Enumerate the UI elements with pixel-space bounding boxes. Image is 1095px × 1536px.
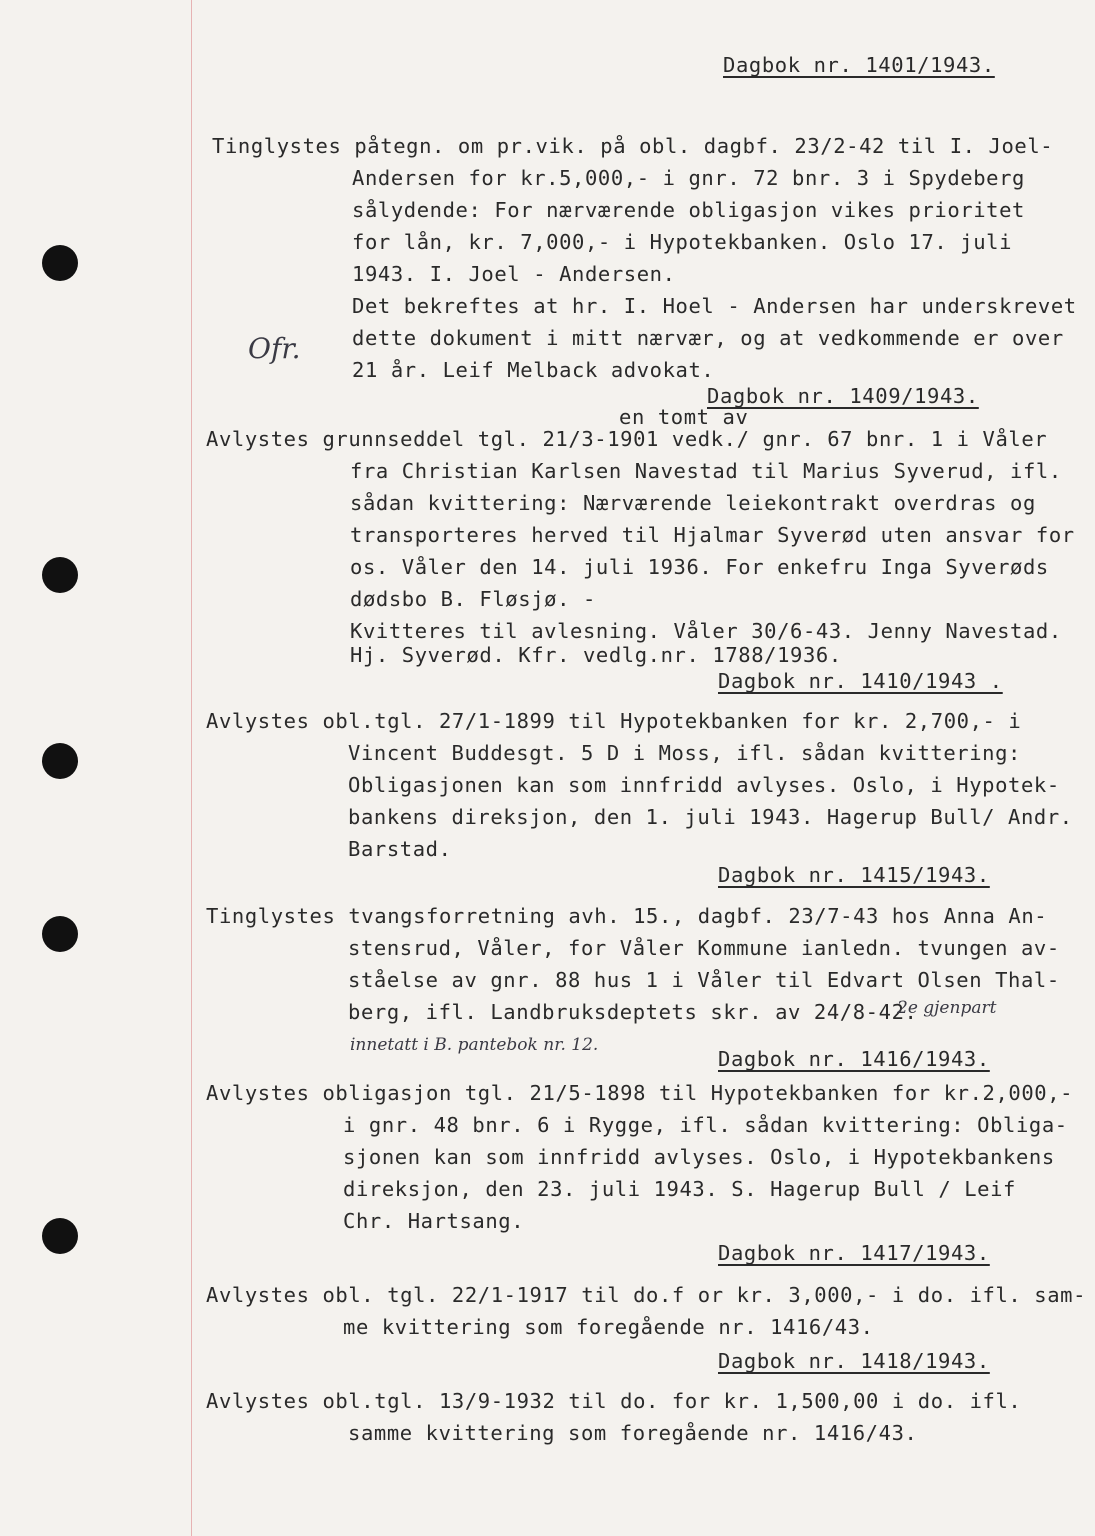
entry-line: Avlystes obl.tgl. 27/1-1899 til Hypotekbanken for kr. 2,700,- i <box>206 709 1022 733</box>
handwritten-note: 2e gjenpart <box>897 998 997 1018</box>
entry-line: sådan kvittering: Nærværende leiekontrakt overdras og <box>350 491 1036 515</box>
entry-line: sjonen kan som innfridd avlyses. Oslo, i Hypotekbankens <box>343 1145 1055 1169</box>
entry-line: ståelse av gnr. 88 hus 1 i Våler til Edvart Olsen Thal- <box>348 968 1060 992</box>
margin-rule <box>191 0 192 1536</box>
entry-line: me kvittering som foregående nr. 1416/43. <box>343 1315 874 1339</box>
punch-hole <box>42 245 78 281</box>
punch-hole <box>42 743 78 779</box>
entry-line: Avlystes obligasjon tgl. 21/5-1898 til Hypotekbanken for kr.2,000,- <box>206 1081 1074 1105</box>
handwritten-note: innetatt i B. pantebok nr. 12. <box>350 1035 599 1055</box>
entry-line: Avlystes obl. tgl. 22/1-1917 til do.f or kr. 3,000,- i do. ifl. sam- <box>206 1283 1087 1307</box>
entry-line: i gnr. 48 bnr. 6 i Rygge, ifl. sådan kvittering: Obliga- <box>343 1113 1068 1137</box>
entry-line: Andersen for kr.5,000,- i gnr. 72 bnr. 3 i Spydeberg <box>352 166 1025 190</box>
punch-hole <box>42 557 78 593</box>
entry-line: Tinglystes påtegn. om pr.vik. på obl. dagbf. 23/2-42 til I. Joel- <box>212 134 1054 158</box>
entry-line: Kvitteres til avlesning. Våler 30/6-43. Jenny Navestad. <box>350 619 1062 643</box>
entry-line: for lån, kr. 7,000,- i Hypotekbanken. Oslo 17. juli <box>352 230 1013 254</box>
entry-line: transporteres herved til Hjalmar Syverød uten ansvar for <box>350 523 1075 547</box>
entry-line: 1943. I. Joel - Andersen. <box>352 262 676 286</box>
entry-line: Vincent Buddesgt. 5 D i Moss, ifl. sådan kvittering: <box>348 741 1021 765</box>
entry-line: Tinglystes tvangsforretning avh. 15., dagbf. 23/7-43 hos Anna An- <box>206 904 1048 928</box>
entry-line: Chr. Hartsang. <box>343 1209 525 1233</box>
entry-line: fra Christian Karlsen Navestad til Marius Syverud, ifl. <box>350 459 1062 483</box>
entry-header: Dagbok nr. 1401/1943. <box>723 53 995 77</box>
entry-line: sålydende: For nærværende obligasjon vikes prioritet <box>352 198 1025 222</box>
entry-line: Avlystes obl.tgl. 13/9-1932 til do. for kr. 1,500,00 i do. ifl. <box>206 1389 1022 1413</box>
entry-line: Obligasjonen kan som innfridd avlyses. Oslo, i Hypotek- <box>348 773 1060 797</box>
entry-line: berg, ifl. Landbruksdeptets skr. av 24/8-42. <box>348 1000 918 1024</box>
entry-line: 21 år. Leif Melback advokat. <box>352 358 715 382</box>
entry-line: samme kvittering som foregående nr. 1416/43. <box>348 1421 918 1445</box>
margin-note: Ofr. <box>248 332 301 365</box>
entry-header: Dagbok nr. 1418/1943. <box>718 1349 990 1373</box>
entry-line: Hj. Syverød. Kfr. vedlg.nr. 1788/1936. <box>350 643 842 667</box>
entry-line: bankens direksjon, den 1. juli 1943. Hagerup Bull/ Andr. <box>348 805 1073 829</box>
entry-line: Barstad. <box>348 837 452 861</box>
entry-header: Dagbok nr. 1415/1943. <box>718 863 990 887</box>
entry-line: dette dokument i mitt nærvær, og at vedkommende er over <box>352 326 1064 350</box>
entry-header: Dagbok nr. 1409/1943. <box>707 384 979 408</box>
entry-header: Dagbok nr. 1416/1943. <box>718 1047 990 1071</box>
entry-line: os. Våler den 14. juli 1936. For enkefru Inga Syverøds <box>350 555 1049 579</box>
entry-line: Avlystes grunnseddel tgl. 21/3-1901 vedk./ gnr. 67 bnr. 1 i Våler <box>206 427 1048 451</box>
entry-header: Dagbok nr. 1417/1943. <box>718 1241 990 1265</box>
entry-header: Dagbok nr. 1410/1943 . <box>718 669 1003 693</box>
punch-hole <box>42 916 78 952</box>
entry-line: dødsbo B. Fløsjø. - <box>350 587 596 611</box>
entry-line: direksjon, den 23. juli 1943. S. Hagerup Bull / Leif <box>343 1177 1016 1201</box>
entry-line: stensrud, Våler, for Våler Kommune ianledn. tvungen av- <box>348 936 1060 960</box>
entry-insertion: en tomt av <box>619 405 749 429</box>
entry-line: Det bekreftes at hr. I. Hoel - Andersen har underskrevet <box>352 294 1077 318</box>
punch-hole <box>42 1218 78 1254</box>
